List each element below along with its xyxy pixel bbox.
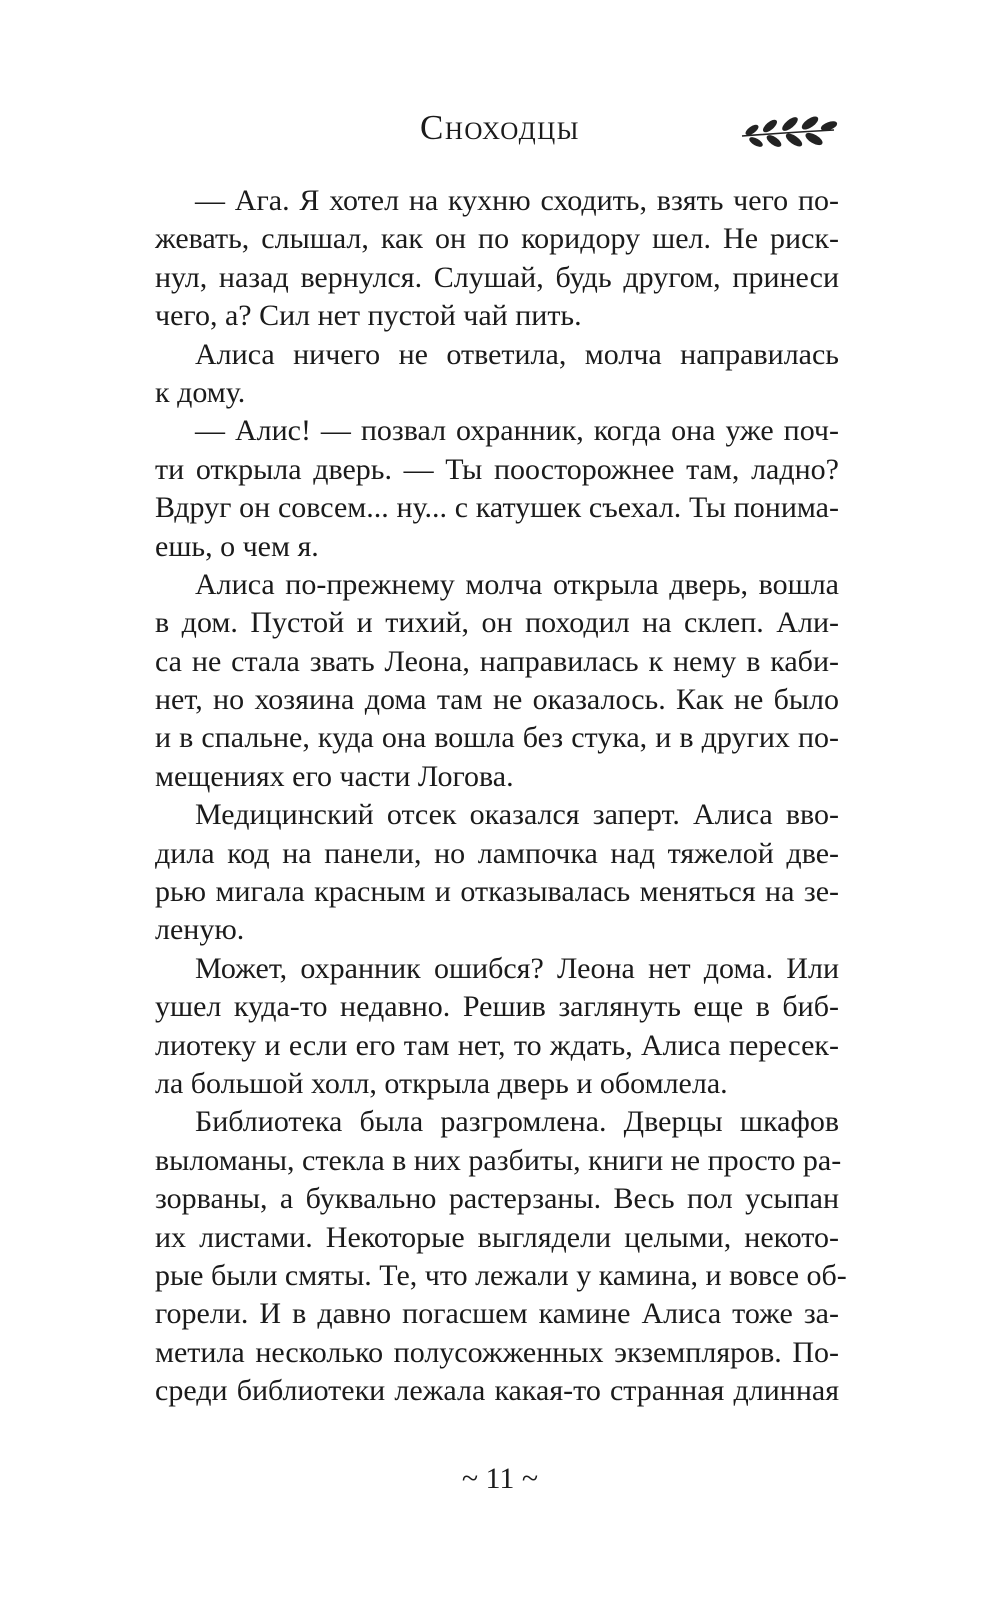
- text-line: среди библиотеки лежала какая-то странная длинная: [155, 1374, 839, 1408]
- text-line: метила несколько полусожженных экземпляров. По-: [155, 1335, 839, 1369]
- text-line: ешь, о чем я.: [155, 529, 319, 563]
- text-line: леную.: [155, 913, 245, 947]
- text-line: — Алис! — позвал охранник, когда она уже поч-: [195, 414, 839, 448]
- text-line: Алиса по-прежнему молча открыла дверь, вошла: [195, 567, 839, 601]
- text-line: Вдруг он совсем... ну... с катушек съехал. Ты понима-: [155, 491, 839, 525]
- text-line: Может, охранник ошибся? Леона нет дома. Или: [195, 951, 839, 985]
- text-line: выломаны, стекла в них разбиты, книги не просто ра-: [155, 1143, 842, 1177]
- text-line: жевать, слышал, как он по коридору шел. Не риск-: [155, 222, 839, 256]
- page-number: ~ 11 ~: [461, 1462, 539, 1495]
- text-line: ла большой холл, открыла дверь и обомлела.: [155, 1066, 728, 1100]
- text-line: нул, назад вернулся. Слушай, будь другом, принеси: [155, 260, 839, 294]
- text-line: к дому.: [155, 375, 246, 409]
- laurel-branch-icon: [738, 112, 838, 156]
- text-line: зорваны, а буквально растерзаны. Весь пол усыпан: [155, 1182, 839, 1216]
- text-line: Библиотека была разгромлена. Дверцы шкафов: [195, 1105, 839, 1139]
- text-line: ти открыла дверь. — Ты поосторожнее там, ладно?: [155, 452, 839, 486]
- running-head-title: Сноходцы: [419, 108, 580, 147]
- text-line: рые были смяты. Те, что лежали у камина, и вовсе об-: [155, 1258, 847, 1292]
- text-line: горели. И в давно погасшем камине Алиса тоже за-: [155, 1297, 839, 1331]
- text-line: нет, но хозяина дома там не оказалось. Как не было: [155, 683, 839, 717]
- text-line: дила код на панели, но лампочка над тяжелой две-: [155, 836, 839, 870]
- text-line: и в спальне, куда она вошла без стука, и в других по-: [155, 721, 839, 755]
- text-line: ушел куда-то недавно. Решив заглянуть еще в биб-: [155, 990, 839, 1024]
- text-line: Алиса ничего не ответила, молча направилась: [195, 337, 839, 371]
- text-line: их листами. Некоторые выглядели целыми, некото-: [155, 1220, 839, 1254]
- text-line: в дом. Пустой и тихий, он походил на склеп. Али-: [155, 606, 839, 640]
- text-line: Медицинский отсек оказался заперт. Алиса вво-: [195, 798, 839, 832]
- text-line: рью мигала красным и отказывалась меняться на зе-: [155, 875, 839, 909]
- text-line: лиотеку и если его там нет, то ждать, Алиса пересек-: [155, 1028, 839, 1062]
- text-line: чего, а? Сил нет пустой чай пить.: [155, 299, 582, 333]
- text-line: мещениях его части Логова.: [155, 759, 514, 793]
- text-line: — Ага. Я хотел на кухню сходить, взять чего по-: [195, 184, 839, 217]
- text-line: са не стала звать Леона, направилась к нему в каби-: [155, 644, 839, 678]
- body-text: [155, 182, 847, 1411]
